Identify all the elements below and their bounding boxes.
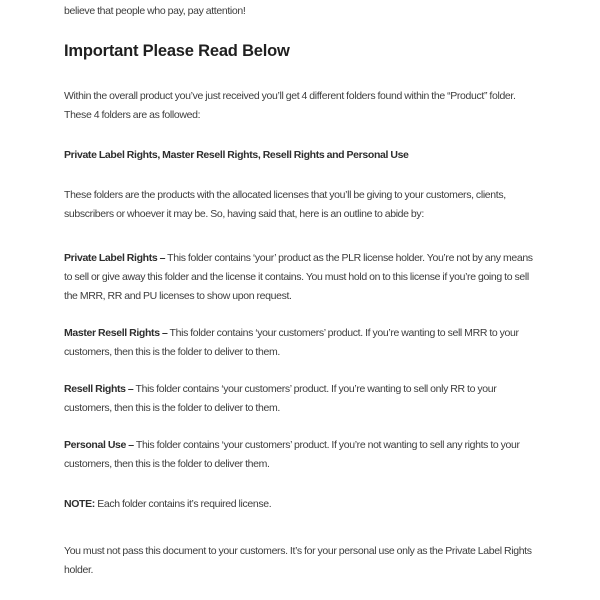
license-item-body-rr: This folder contains ‘your customers’ product. If you’re wanting to sell only RR to your customers, then this is the folder to deliver to them. <box>64 383 497 414</box>
license-item-master-resell-rights <box>64 324 536 362</box>
note-label: NOTE: <box>64 498 95 510</box>
license-item-resell-rights <box>64 380 536 418</box>
license-item-body-plr: This folder contains ‘your’ product as the PLR license holder. You’re not by any means to sell or give away this folder and the license it contains. You must hold on to this license if you’re going to sell the MRR, RR and PU licenses to show upon request. <box>64 252 533 302</box>
section-heading: Important Please Read Below <box>64 42 290 60</box>
license-item-label-plr: Private Label Rights – <box>64 252 166 264</box>
license-item-label-rr: Resell Rights – <box>64 383 134 395</box>
paragraph-outline: These folders are the products with the allocated licenses that you’ll be giving to your customers, clients, subscribers or whoever it may be. So, having said that, here is an outline to abide by: <box>64 189 506 220</box>
license-item-label-mrr: Master Resell Rights – <box>64 327 168 339</box>
note-line <box>64 495 536 514</box>
paragraph-product-folders: Within the overall product you’ve just received you’ll get 4 different folders found within the “Product” folder. These 4 folders are as followed: <box>64 90 516 121</box>
paragraph-closing: You must not pass this document to your customers. It’s for your personal use only as the Private Label Rights holder. <box>64 545 532 576</box>
license-item-label-pu: Personal Use – <box>64 439 134 451</box>
license-item-private-label-rights <box>64 249 536 306</box>
note-body: Each folder contains it’s required license. <box>94 498 272 510</box>
license-item-body-mrr: This folder contains ‘your customers’ product. If you’re wanting to sell MRR to your customers, then this is the folder to deliver to them. <box>64 327 519 358</box>
folder-names-line: Private Label Rights, Master Resell Rights, Resell Rights and Personal Use <box>64 149 409 161</box>
license-item-personal-use <box>64 436 536 474</box>
paragraph-intro-fragment: believe that people who pay, pay attention! <box>64 5 246 17</box>
license-item-body-pu: This folder contains ‘your customers’ product. If you’re not wanting to sell any rights to your customers, then this is the folder to deliver them. <box>64 439 520 470</box>
